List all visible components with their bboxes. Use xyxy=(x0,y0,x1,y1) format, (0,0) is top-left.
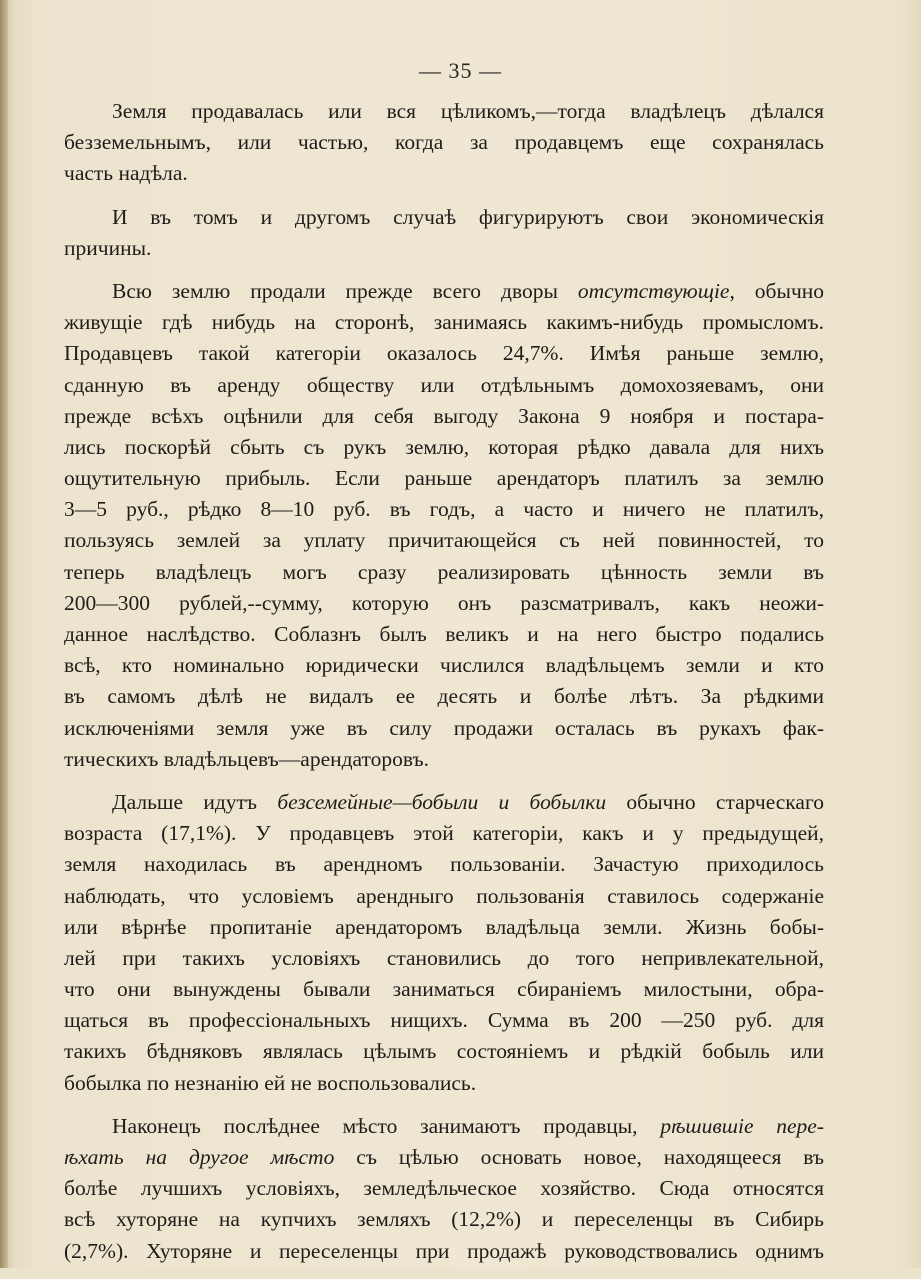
italic-term: отсутствующіе xyxy=(577,278,730,303)
text-line: наблюдать, что условіемъ арендныго пользованія ставилось содержаніе xyxy=(64,883,824,908)
text-line: И въ томъ и другомъ случаѣ фигурируютъ свои экономическія xyxy=(112,204,824,229)
text-line: возраста (17,1%). У продавцевъ этой категоріи, какъ и у предыдущей, xyxy=(64,821,824,846)
text-line: исключеніями земля уже въ силу продажи осталась въ рукахъ фак- xyxy=(64,715,824,740)
text-line: такихъ бѣдняковъ являлась цѣлымъ состояніемъ и рѣдкій бобыль или xyxy=(64,1039,824,1064)
text-line: 3—5 руб., рѣдко 8—10 руб. въ годъ, а часто и ничего не платилъ, xyxy=(64,497,824,522)
text-line: Земля продавалась или вся цѣликомъ,—тогда владѣлецъ дѣлался xyxy=(112,99,824,123)
text-line: щаться въ профессіональныхъ нищихъ. Сумма въ 200 —250 руб. для xyxy=(64,1008,824,1033)
text-line: или вѣрнѣе пропитаніе арендаторомъ владѣльца земли. Жизнь бобы- xyxy=(64,914,824,939)
text-line: живущіе гдѣ нибудь на сторонѣ, занимаясь какимъ-нибудь промысломъ. xyxy=(64,310,824,335)
text-line: болѣе лучшихъ условіяхъ, земледѣльческое хозяйство. Сюда относятся xyxy=(64,1176,824,1201)
body-text xyxy=(64,96,824,1279)
text-line: сданную въ аренду обществу или отдѣльнымъ домохозяевамъ, они xyxy=(64,372,824,397)
text-line: Всю землю продали прежде всего дворы отсутствующіе, обычно xyxy=(112,278,825,303)
paragraph-1 xyxy=(64,96,824,190)
text-line: прежде всѣхъ оцѣнили для себя выгоду Закона 9 ноября и постара- xyxy=(64,403,824,428)
text-line: часть надѣла. xyxy=(64,161,188,186)
text-line: лись поскорѣй сбыть съ рукъ землю, которая рѣдко давала для нихъ xyxy=(64,434,824,459)
paragraph-3 xyxy=(64,276,824,775)
page-number: — 35 — xyxy=(419,58,502,83)
text-line: Дальше идутъ безсемейные—бобыли и бобылки обычно старческаго xyxy=(112,789,825,814)
italic-term: ѣхать на другое мѣсто xyxy=(64,1145,335,1169)
text-line: 200—300 рублей,--сумму, которую онъ разсматривалъ, какъ неожи- xyxy=(64,590,824,615)
text-line: безземельнымъ, или частью, когда за продавцемъ еще сохранялась xyxy=(64,130,824,155)
text-line: всѣ хуторяне на купчихъ земляхъ (12,2%) и переселенцы въ Сибирь xyxy=(64,1207,824,1232)
paragraph-2 xyxy=(64,202,824,264)
text-line: ѣхать на другое мѣсто съ цѣлью основать новое, находящееся въ xyxy=(64,1145,825,1169)
text-line: Продавцевъ такой категоріи оказалось 24,7%. Имѣя раньше землю, xyxy=(64,341,824,366)
book-spine-edge xyxy=(0,0,8,1268)
text-line: земля находилась въ арендномъ пользованіи. Зачастую приходилось xyxy=(64,852,824,877)
text-line: Наконецъ послѣднее мѣсто занимаютъ продавцы, рѣшившіе пере- xyxy=(112,1113,825,1138)
italic-term: рѣшившіе пере- xyxy=(660,1113,825,1138)
text-line: тическихъ владѣльцевъ—арендаторовъ. xyxy=(64,746,430,771)
text-line: ощутительную прибыль. Если раньше арендаторъ платилъ за землю xyxy=(64,466,824,491)
text-line: причины. xyxy=(64,235,152,260)
text-line: данное наслѣдство. Соблазнъ былъ великъ и на него быстро подались xyxy=(64,622,824,646)
text-line: лей при такихъ условіяхъ становились до того непривлекательной, xyxy=(64,945,824,970)
text-line: что они вынуждены бывали заниматься сбираніемъ милостыни, обра- xyxy=(64,977,824,1002)
paragraph-5 xyxy=(64,1111,824,1267)
text-line: (2,7%). Хуторяне и переселенцы при продажѣ руководствовались однимъ xyxy=(64,1238,824,1263)
text-line: теперь владѣлецъ могъ сразу реализировать цѣнность земли въ xyxy=(64,559,824,584)
italic-term: безсемейные—бобыли и бобылки xyxy=(277,789,607,814)
paragraph-4 xyxy=(64,787,824,1099)
text-line: пользуясь землей за уплату причитающейся съ ней повинностей, то xyxy=(64,528,824,553)
text-line: всѣ, кто номинально юридически числился владѣльцемъ земли и кто xyxy=(64,653,824,678)
text-line: въ самомъ дѣлѣ не видалъ ее десять и болѣе лѣтъ. За рѣдкими xyxy=(64,684,824,709)
text-line: бобылка по незнанію ей не воспользовались. xyxy=(64,1070,477,1095)
